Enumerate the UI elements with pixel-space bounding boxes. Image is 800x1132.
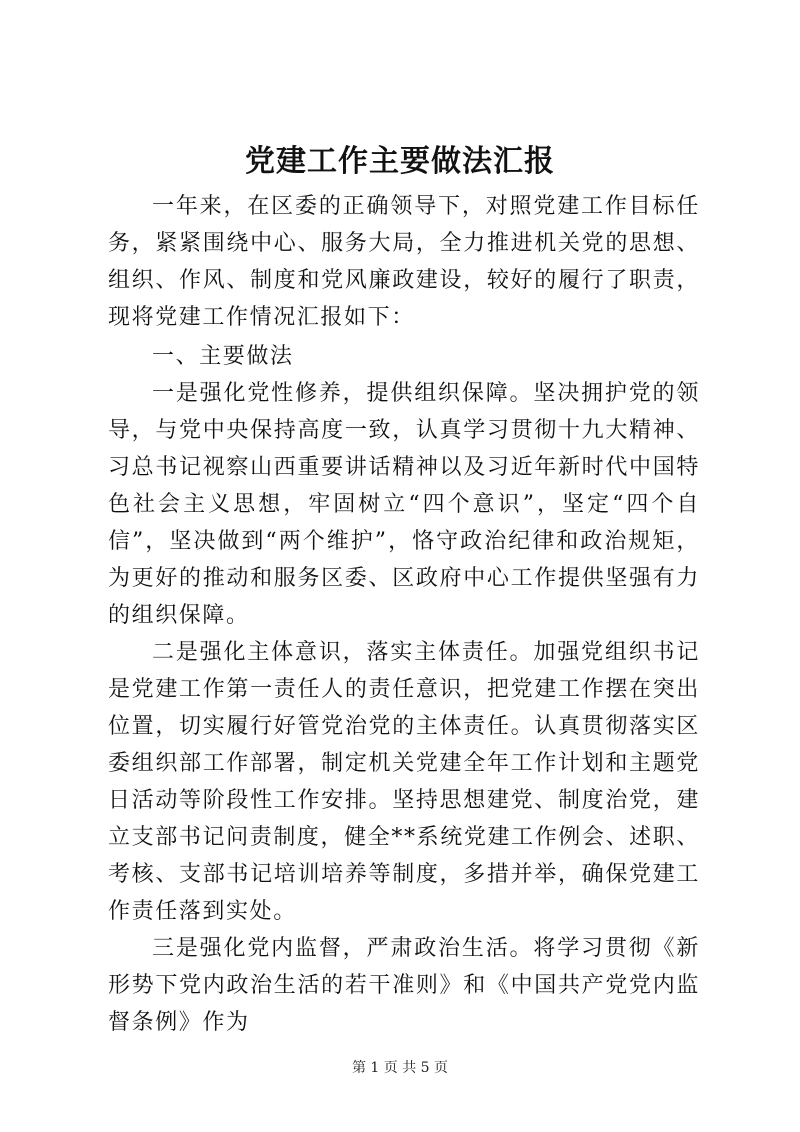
paragraph-point-three: 三是强化党内监督，严肃政治生活。将学习贯彻《新形势下党内政治生活的若干准则》和《中国共产党党内监督条例》作为 <box>108 936 700 1035</box>
paragraph-intro: 一年来，在区委的正确领导下，对照党建工作目标任务，紧紧围绕中心、服务大局，全力推进机关党的思想、组织、作风、制度和党风廉政建设，较好的履行了职责，现将党建工作情况汇报如下： <box>108 194 700 330</box>
paragraph-point-one: 一是强化党性修养，提供组织保障。坚决拥护党的领导，与党中央保持高度一致，认真学习贯彻十九大精神、习总书记视察山西重要讲话精神以及习近年新时代中国特色社会主义思想，牢固树立“四个意识”，坚定“四个自信”，坚决做到“两个维护”，恪守政治纪律和政治规矩，为更好的推动和服务区委、区政府中心工作提供坚强有力的组织保障。 <box>108 381 700 628</box>
section-heading-main-practices: 一、主要做法 <box>152 344 294 369</box>
page-number-label: 第 1 页 共 5 页 <box>351 1060 449 1076</box>
page-footer <box>0 1058 800 1078</box>
document-title: 党建工作主要做法汇报 <box>245 144 555 179</box>
document-body <box>108 188 700 1041</box>
paragraph-point-two: 二是强化主体意识，落实主体责任。加强党组织书记是党建工作第一责任人的责任意识，把党建工作摆在突出位置，切实履行好管党治党的主体责任。认真贯彻落实区委组织部工作部署，制定机关党建全年工作计划和主题党日活动等阶段性工作安排。坚持思想建党、制度治党，建立支部书记问责制度，健全**系统党建工作例会、述职、考核、支部书记培训培养等制度，多措并举，确保党建工作责任落到实处。 <box>108 640 700 924</box>
